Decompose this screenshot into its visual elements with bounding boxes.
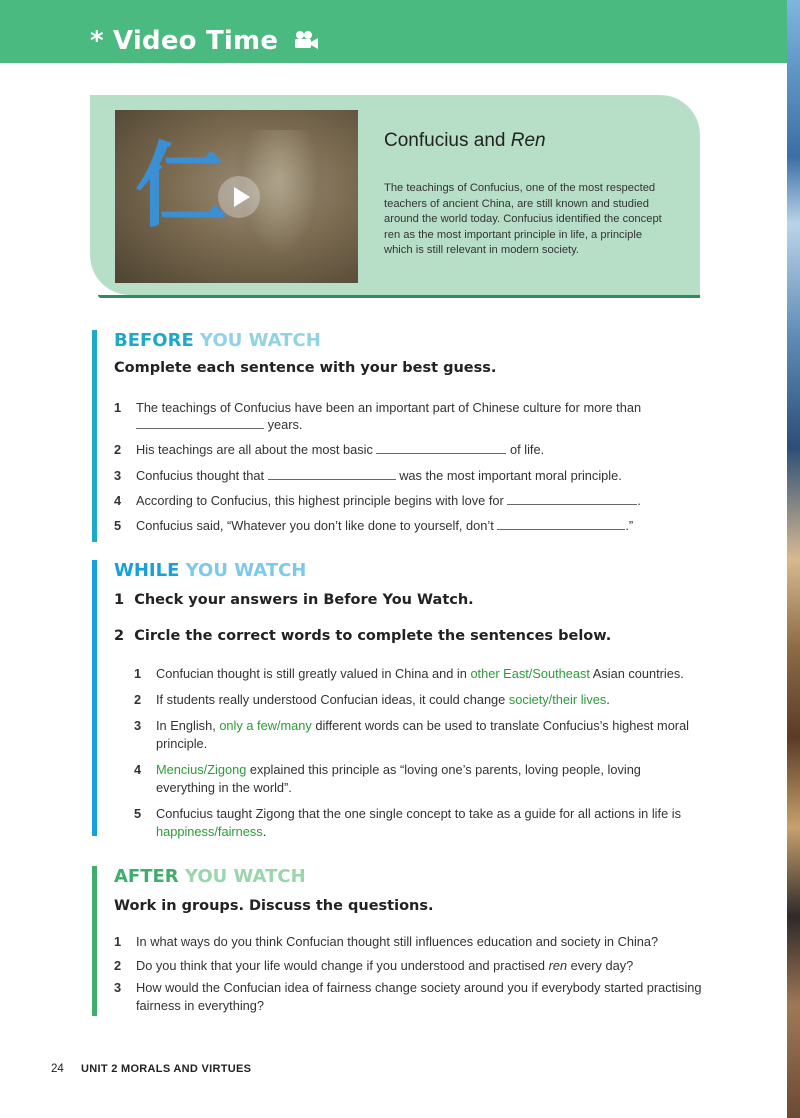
after-heading-a: AFTER <box>114 866 185 887</box>
before-accent-bar <box>92 330 97 542</box>
page-number: 24 <box>51 1063 64 1075</box>
item-number: 3 <box>134 718 142 733</box>
answer-choice[interactable]: Mencius/Zigong <box>156 762 247 777</box>
item-number: 4 <box>134 762 142 777</box>
page-title <box>90 26 319 57</box>
item-number: 5 <box>114 518 122 533</box>
answer-blank[interactable] <box>507 492 637 505</box>
while-section <box>92 560 782 839</box>
item-text-end: years. <box>267 417 303 432</box>
ren-character: 仁 <box>135 132 228 240</box>
item-number: 1 <box>134 666 142 681</box>
item-text: Do you think that your life would change if you understood and practised <box>136 958 549 973</box>
video-title-plain: Confucius and <box>384 130 511 151</box>
item-text-end: different words can be used to translate Confucius’s highest moral principle. <box>156 718 690 751</box>
after-heading-b: YOU WATCH <box>184 866 306 887</box>
after-heading <box>114 866 306 887</box>
item-text: Confucius said, “Whatever you don’t like done to yourself, don’t <box>136 518 494 533</box>
unit-label: UNIT 2 MORALS AND VIRTUES <box>81 1063 252 1075</box>
item-number: 3 <box>114 468 122 483</box>
before-heading-b: YOU WATCH <box>200 330 321 351</box>
answer-blank[interactable] <box>268 467 396 480</box>
item-text: If students really understood Confucian ideas, it could change <box>156 692 509 707</box>
while-task-1 <box>114 592 474 608</box>
video-title <box>384 130 546 152</box>
item-text-end: . <box>262 824 267 839</box>
item-text-end: Asian countries. <box>589 666 684 681</box>
before-heading <box>114 330 321 351</box>
before-instruction: Complete each sentence with your best guess. <box>114 360 497 376</box>
header-banner <box>0 0 787 63</box>
item-number: 3 <box>114 980 122 995</box>
item-text: The teachings of Confucius have been an important part of Chinese culture for more than <box>136 400 642 415</box>
item-number: 1 <box>114 934 122 949</box>
item-text: Confucian thought is still greatly valued in China and in <box>156 666 471 681</box>
before-section <box>92 330 782 542</box>
while-task-2 <box>114 628 611 644</box>
item-text: Confucius thought that <box>136 468 265 483</box>
header-title-text: * Video Time <box>90 26 279 56</box>
while-heading <box>114 560 306 581</box>
item-text: In English, <box>156 718 220 733</box>
item-text-end: .” <box>625 518 634 533</box>
item-text-italic: ren <box>548 958 568 973</box>
while-heading-b: YOU WATCH <box>185 560 307 581</box>
answer-choice[interactable]: happiness/fairness <box>156 824 263 839</box>
item-text: Confucius taught Zigong that the one single concept to take as a guide for all actions in life is <box>156 806 681 821</box>
item-text-end: explained this principle as “loving one’s parents, loving people, loving everything in the world”. <box>156 762 641 795</box>
page-footer <box>51 1063 251 1075</box>
item-text-end: every day? <box>567 958 634 973</box>
task-text: Check your answers in Before You Watch. <box>134 592 474 608</box>
task-text: Circle the correct words to complete the sentences below. <box>134 628 612 644</box>
task-number: 2 <box>114 628 125 644</box>
answer-blank[interactable] <box>376 441 506 454</box>
answer-choice[interactable]: other East/Southeast <box>470 666 590 681</box>
item-text-end: of life. <box>510 442 545 457</box>
after-accent-bar <box>92 866 97 1016</box>
answer-blank[interactable] <box>497 517 625 530</box>
after-instruction: Work in groups. Discuss the questions. <box>114 898 434 914</box>
video-thumbnail[interactable] <box>115 110 358 283</box>
video-title-italic: Ren <box>510 130 546 151</box>
before-heading-a: BEFORE <box>114 330 201 351</box>
item-text: According to Confucius, this highest principle begins with love for <box>136 493 504 508</box>
video-description: The teachings of Confucius, one of the most respected teachers of ancient China, are still known and studied around the world today. Confucius identified the concept ren as the most important principle in life, a principle which is still relevant in modern society. <box>384 182 662 257</box>
item-text: His teachings are all about the most basic <box>136 442 373 457</box>
answer-choice[interactable]: society/their lives <box>508 692 607 707</box>
while-heading-a: WHILE <box>114 560 186 581</box>
item-number: 2 <box>114 958 122 973</box>
item-number: 5 <box>134 806 142 821</box>
item-number: 2 <box>114 442 122 457</box>
while-accent-bar <box>92 560 97 836</box>
answer-blank[interactable] <box>136 416 264 429</box>
after-section <box>92 866 782 1016</box>
item-number: 4 <box>114 493 122 508</box>
page-edge-strip <box>787 0 800 1118</box>
item-text-end: . <box>637 493 641 508</box>
task-number: 1 <box>114 592 125 608</box>
play-icon[interactable] <box>218 176 260 218</box>
answer-choice[interactable]: only a few/many <box>219 718 312 733</box>
item-text-end: . <box>606 692 610 707</box>
item-number: 1 <box>114 400 122 415</box>
item-text: How would the Confucian idea of fairness change society around you if everybody started practising fairness in everything? <box>136 980 702 1013</box>
video-camera-icon <box>293 27 319 57</box>
item-text: In what ways do you think Confucian thought still influences education and society in China? <box>136 934 659 949</box>
item-text-end: was the most important moral principle. <box>399 468 622 483</box>
item-number: 2 <box>134 692 142 707</box>
